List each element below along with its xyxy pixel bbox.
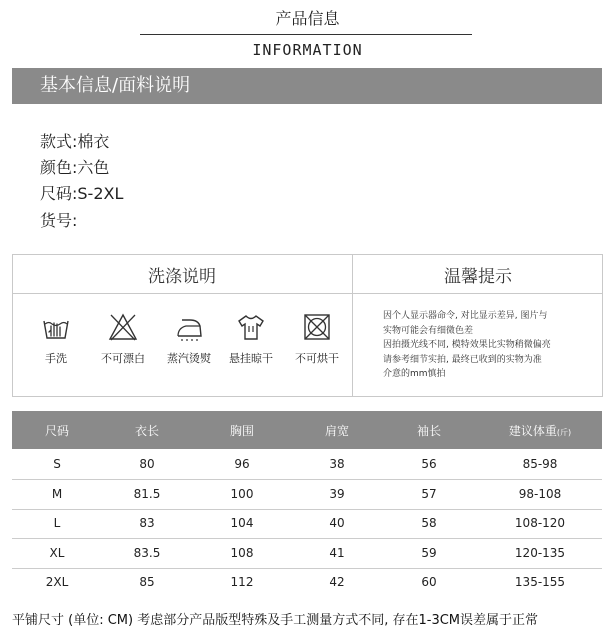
- cell-weight: 135-155: [514, 575, 566, 589]
- cell-size: M: [51, 486, 63, 501]
- cell-chest: 108: [230, 545, 254, 560]
- cell-sleeve: 58: [421, 516, 437, 530]
- row-divider: [12, 479, 602, 480]
- care-label-no-tumble-dry: 不可烘干: [295, 352, 339, 365]
- row-divider: [12, 509, 602, 510]
- cell-length: 80: [139, 457, 155, 471]
- col-shoulder: 肩宽: [324, 424, 349, 438]
- cell-size: 2XL: [45, 575, 69, 589]
- cell-size: XL: [49, 545, 65, 560]
- hang-dry-icon: [236, 312, 266, 342]
- cell-size: S: [53, 457, 61, 471]
- cell-chest: 112: [230, 575, 254, 589]
- col-length: 衣长: [134, 424, 159, 438]
- cell-weight: 120-135: [514, 545, 566, 560]
- info-color: 颜色:六色: [40, 158, 110, 177]
- info-style: 款式:棉衣: [40, 132, 110, 151]
- no-bleach-icon: [108, 312, 138, 342]
- col-size: 尺码: [44, 424, 69, 438]
- cell-sleeve: 57: [421, 486, 437, 501]
- cell-length: 83.5: [133, 545, 161, 560]
- cell-length: 81.5: [133, 486, 161, 501]
- care-label-hand-wash: 手洗: [45, 352, 67, 365]
- tips-title: 温馨提示: [444, 267, 512, 287]
- title-divider: [140, 34, 472, 35]
- cell-length: 83: [139, 516, 155, 530]
- row-divider: [12, 568, 602, 569]
- page-subtitle: INFORMATION: [252, 41, 363, 59]
- hand-wash-icon: [41, 312, 71, 342]
- care-header-divider: [12, 293, 603, 294]
- cell-size: L: [53, 516, 61, 530]
- col-weight: [478, 422, 602, 439]
- cell-chest: 104: [230, 516, 254, 530]
- cell-weight: 85-98: [522, 457, 558, 471]
- care-label-no-bleach: 不可漂白: [101, 352, 145, 365]
- info-item-no: 货号:: [40, 211, 78, 230]
- care-title: 洗涤说明: [148, 267, 216, 287]
- tips-text: 因个人显示器命令, 对比显示差异, 图片与 实物可能会有细微色差 因拍摄光线不同, 模特效果比实物稍微偏亮 请参考细节实拍, 最终已收到的实物为准 介意的mm慎拍: [383, 311, 551, 380]
- col-sleeve: 袖长: [416, 424, 441, 438]
- cell-shoulder: 39: [329, 486, 345, 501]
- basic-info-title: 基本信息/面料说明: [40, 75, 191, 96]
- cell-sleeve: 59: [421, 545, 437, 560]
- cell-length: 85: [139, 575, 155, 589]
- cell-shoulder: 40: [329, 516, 345, 530]
- no-tumble-dry-icon: [302, 312, 332, 342]
- cell-sleeve: 56: [421, 457, 437, 471]
- col-weight-unit: (斤): [556, 428, 572, 437]
- cell-shoulder: 42: [329, 575, 345, 589]
- page-title: 产品信息: [275, 9, 340, 28]
- care-label-steam-iron: 蒸汽烫熨: [167, 352, 211, 365]
- cell-shoulder: 41: [329, 545, 345, 560]
- cell-weight: 108-120: [514, 516, 566, 530]
- info-size: 尺码:S-2XL: [40, 184, 124, 203]
- steam-iron-icon: [174, 312, 204, 342]
- cell-chest: 100: [230, 486, 254, 501]
- cell-weight: 98-108: [518, 486, 562, 501]
- footnote: 平铺尺寸 (单位: CM) 考虑部分产品版型特殊及手工测量方式不同, 存在1-3CM误差属于正常: [12, 613, 539, 628]
- col-weight-label: 建议体重: [508, 424, 557, 438]
- cell-shoulder: 38: [329, 457, 345, 471]
- cell-sleeve: 60: [421, 575, 437, 589]
- care-label-hang-dry: 悬挂晾干: [229, 352, 273, 365]
- cell-chest: 96: [234, 457, 250, 471]
- row-divider: [12, 538, 602, 539]
- col-chest: 胸围: [229, 424, 254, 438]
